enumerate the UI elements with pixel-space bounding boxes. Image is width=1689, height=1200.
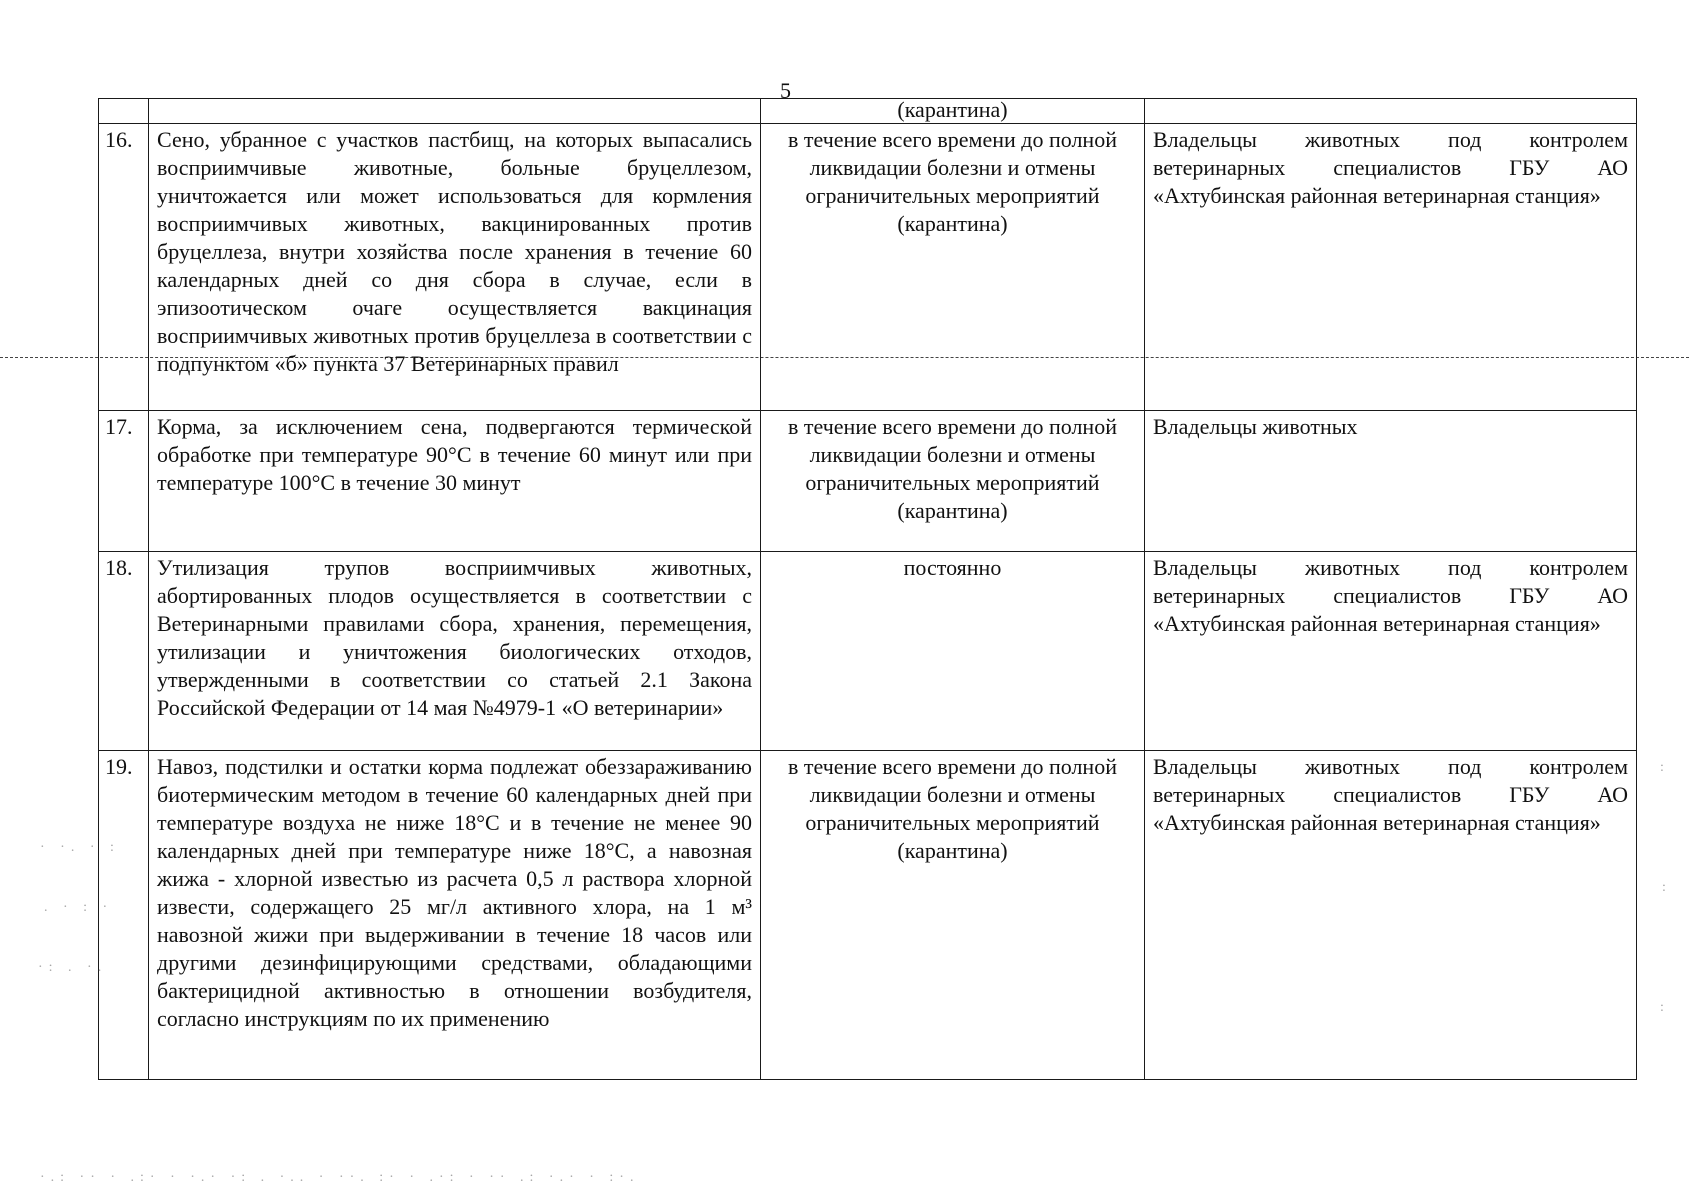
scan-noise: ·.: ·· · .:· · ·.· ·: . ·.. · ··. :· · .·: · ·· .: ·.· · :·.	[40, 1170, 640, 1185]
cell-num	[99, 99, 149, 124]
measure-text: Сено, убранное с участков пастбищ, на которых выпасались восприимчивые животные, больные бруцеллезом, уничтожается или может использоваться для кормления восприимчивых животных, вакцинированных против бруцеллеза, внутри хозяйства после хранения в течение 60 календарных дней со дня сбора в случае, если в эпизоотическом очаге осуществляется вакцинация восприимчивых животных против бруцеллеза в соответствии с подпунктом «б» пункта 37 Ветеринарных правил	[149, 124, 761, 411]
table-row-continuation	[99, 99, 1637, 124]
measures-table	[98, 98, 1637, 1080]
scan-noise: :	[1662, 880, 1672, 895]
row-number: 16.	[99, 124, 149, 411]
measure-responsible: Владельцы животных	[1145, 411, 1637, 552]
measure-responsible: Владельцы животных под контролем ветеринарных специалистов ГБУ АО «Ахтубинская районная ветеринарная станция»	[1145, 124, 1637, 411]
row-number: 18.	[99, 552, 149, 751]
table-row	[99, 411, 1637, 552]
cell-term: (карантина)	[761, 99, 1145, 124]
scan-noise: ·: . ·.	[38, 960, 108, 975]
measure-term: постоянно	[761, 552, 1145, 751]
scan-noise: :	[1660, 1000, 1670, 1015]
table-row	[99, 552, 1637, 751]
measure-responsible: Владельцы животных под контролем ветеринарных специалистов ГБУ АО «Ахтубинская районная ветеринарная станция»	[1145, 552, 1637, 751]
measure-responsible: Владельцы животных под контролем ветеринарных специалистов ГБУ АО «Ахтубинская районная ветеринарная станция»	[1145, 751, 1637, 1080]
measure-term: в течение всего времени до полной ликвидации болезни и отмены ограничительных мероприятий (карантина)	[761, 751, 1145, 1080]
page-number: 5	[780, 78, 791, 103]
measure-term: в течение всего времени до полной ликвидации болезни и отмены ограничительных мероприятий (карантина)	[761, 124, 1145, 411]
cell-responsible	[1145, 99, 1637, 124]
measure-text: Навоз, подстилки и остатки корма подлежат обеззараживанию биотермическим методом в течение 60 календарных дней при температуре воздуха не ниже 18°С и в течение не менее 90 календарных дней при температуре ниже 18°С, а навозная жижа - хлорной известью из расчета 0,5 л раствора хлорной извести, содержащего 25 мг/л активного хлора, на 1 м³ навозной жижи при выдерживании в течение 18 часов или другими дезинфицирующими средствами, обладающими бактерицидной активностью в отношении возбудителя, согласно инструкциям по их применению	[149, 751, 761, 1080]
measure-text: Утилизация трупов восприимчивых животных, абортированных плодов осуществляется в соответствии с Ветеринарными правилами сбора, хранения, перемещения, утилизации и уничтожения биологических отходов, утвержденными в соответствии со статьей 2.1 Закона Российской Федерации от 14 мая №4979-1 «О ветеринарии»	[149, 552, 761, 751]
cell-action	[149, 99, 761, 124]
measure-text: Корма, за исключением сена, подвергаются термической обработке при температуре 90°С в течение 60 минут или при температуре 100°С в течение 30 минут	[149, 411, 761, 552]
row-number: 19.	[99, 751, 149, 1080]
table-row	[99, 124, 1637, 411]
row-number: 17.	[99, 411, 149, 552]
table-row	[99, 751, 1637, 1080]
scan-noise: . · : ·	[44, 900, 114, 915]
measure-term: в течение всего времени до полной ликвидации болезни и отмены ограничительных мероприятий (карантина)	[761, 411, 1145, 552]
scan-noise: :	[1660, 760, 1670, 775]
scan-noise: · ·. · :	[40, 840, 120, 855]
